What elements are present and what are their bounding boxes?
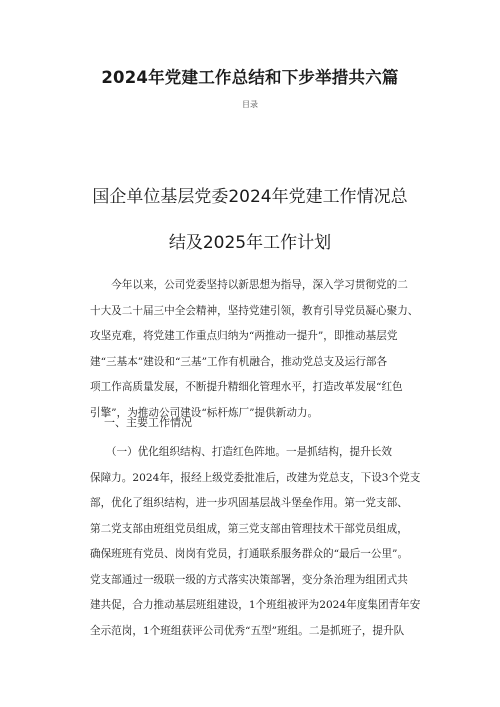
- paragraph-line: 确保班班有党员、岗岗有党员，打通联系服务群众的“最后一公里”。: [90, 548, 409, 560]
- toc-label: 目录: [242, 100, 258, 109]
- paragraph-line: 建“三基本”建设和“三基”工作有机融合，推动党总支及运行部各: [90, 355, 388, 368]
- paragraph-line: 党支部通过一级联一级的方式落实决策部署，变分条治理为组团式共: [90, 573, 408, 586]
- paragraph-line: 项工作高质量发展，不断提升精细化管理水平，打造改革发展“红色: [90, 381, 403, 393]
- paragraph-line: 十大及二十届三中全会精神，坚持党建引领，教育引导党员凝心聚力、: [90, 304, 419, 317]
- section-heading: 一、主要工作情况: [104, 416, 192, 429]
- paragraph-line: 今年以来，公司党委坚持以新思想为指导，深入学习贯彻党的二: [90, 279, 408, 291]
- paragraph-line: 建共促，合力推动基层班组建设，1个班组被评为2024年度集团青年安: [90, 599, 421, 611]
- paragraph-line: 攻坚克难，将党建工作重点归纳为“两推动一提升”，即推动基层党: [90, 330, 398, 342]
- paragraph-line: （一）优化组织结构、打造红色阵地。一是抓结构，提升长效: [90, 446, 392, 458]
- paragraph-line: 第二党支部由班组党员组成，第三党支部由管理技术干部党员组成，: [90, 522, 408, 535]
- paragraph-line: 部，优化了组织结构，进一步巩固基层战斗堡垒作用。第一党支部、: [90, 497, 408, 509]
- paragraph-line: 引擎”，为推动公司建设“标杆炼厂”提供新动力。: [90, 406, 319, 419]
- body-paragraph: [90, 440, 421, 644]
- paragraph-line: 保障力。2024年，报经上级党委批准后，改建为党总支，下设3个党支: [90, 471, 421, 484]
- intro-paragraph: [90, 273, 419, 426]
- section-title-line-2: 结及2025年工作计划: [168, 233, 332, 253]
- document-title: 2024年党建工作总结和下步举措共六篇: [101, 68, 399, 87]
- paragraph-line: 全示范岗，1个班组获评公司优秀“五型”班组。二是抓班子，提升队: [90, 624, 405, 637]
- section-title-line-1: 国企单位基层党委2024年党建工作情况总: [92, 187, 408, 207]
